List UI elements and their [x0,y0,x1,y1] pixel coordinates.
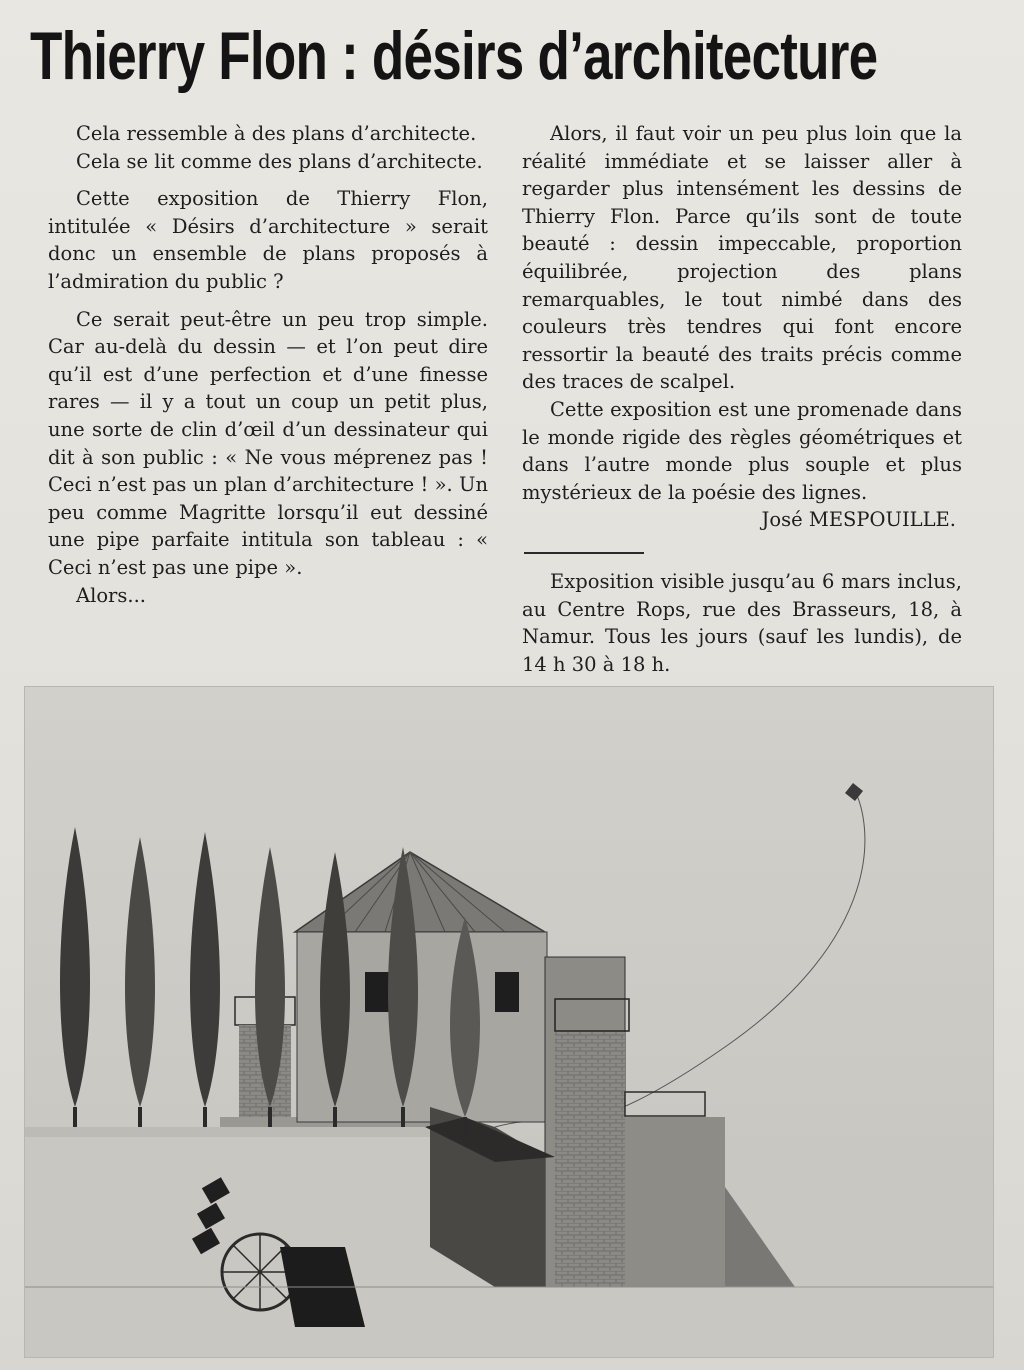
paragraph-5: Alors... [76,583,146,607]
paragraph-3: Cette exposition de Thierry Flon, intitulée « Désirs d’architecture » serait donc un ensemble de plans proposés à l’admiration du public ? [48,187,488,293]
exhibition-info-block [522,568,962,678]
exhibition-info: Exposition visible jusqu’au 6 mars inclus, au Centre Rops, rue des Brasseurs, 18, à Namur. Tous les jours (sauf les lundis), de 14 h 30 à 18 h. [522,569,962,676]
terrace-slope [25,1127,435,1137]
article-left-column [48,120,488,619]
paragraph-4: Ce serait peut-être un peu trop simple. Car au-delà du dessin — et l’on peut dire qu’il est d’une perfection et d’une finesse rares — il y a tout un coup un petit plus, une sorte de clin d’œil d’un dessinateur qui dit à son public : « Ne vous méprenez pas ! Ceci n’est pas un plan d’architecture ! ». Un peu comme Magritte lorsqu’il eut dessiné une pipe parfaite intitula son tableau : « Ceci n’est pas une pipe ». [48,307,488,579]
author-signature: José MESPOUILLE. [761,508,956,532]
cypress-trunk [463,1117,467,1135]
article-headline: Thierry Flon : désirs d’architecture [30,18,878,94]
pavilion-window-left [365,972,389,1012]
cypress-trunk [333,1107,337,1127]
separator-rule [524,552,644,554]
cypress-trunk [401,1107,405,1127]
tower-brick [555,1032,625,1287]
cypress-trunk [268,1107,272,1127]
architecture-drawing [24,686,994,1358]
drawing-svg [25,687,993,1357]
pavilion-window-right [495,972,519,1012]
cypress-trunk [203,1107,207,1127]
paragraph-1: Cela ressemble à des plans d’architecte. [76,122,477,145]
article-right-column [522,120,962,678]
cypress-trunk [73,1107,77,1127]
right-wall [625,1117,725,1287]
paragraph-6: Alors, il faut voir un peu plus loin que la réalité immédiate et se laisser aller à regarder plus intensément les dessins de Thierry Flon. Parce qu’ils sont de toute beauté : dessin impeccable, proportion équilibrée, projection des plans remarquables, le tout nimbé dans des couleurs très tendres qui font encore ressortir la beauté des traits précis comme des traces de scalpel. [522,122,962,394]
cypress-trunk [138,1107,142,1127]
paragraph-7: Cette exposition est une promenade dans le monde rigide des règles géométriques et dans l’autre monde plus souple et plus mystérieux de la poésie des lignes. [522,397,962,504]
paragraph-2: Cela se lit comme des plans d’architecte. [76,149,483,173]
